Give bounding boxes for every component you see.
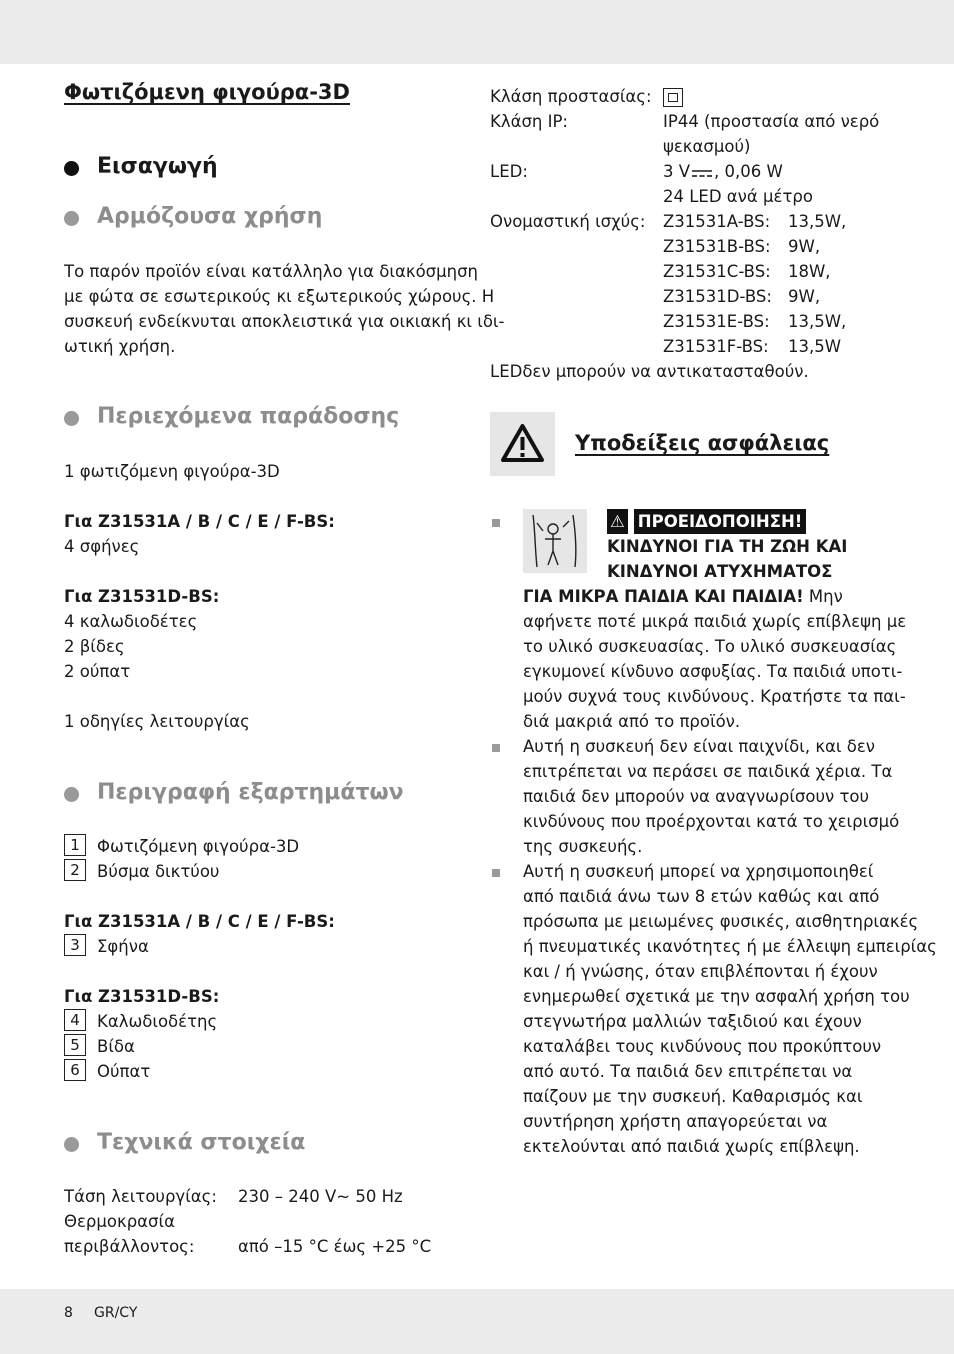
- part-number-box: 2: [64, 859, 86, 881]
- intro-heading: Εισαγωγή: [97, 154, 218, 179]
- power-model: Z31531C-BS:: [663, 262, 771, 281]
- language-code: GR/CY: [94, 1305, 138, 1321]
- text-line: παίζουν με την συσκευή. Καθαρισμός και: [523, 1087, 863, 1106]
- parts-group-a-title: Για Z31531A / B / C / E / F-BS:: [64, 912, 335, 931]
- text-line: ωτική χρήση.: [64, 337, 176, 356]
- parts-heading: Περιγραφή εξαρτημάτων: [97, 780, 404, 805]
- power-value: 13,5W,: [788, 312, 847, 331]
- section-bullet: [64, 211, 79, 226]
- text-line: από παιδιά άνω των 8 ετών καθώς και από: [523, 887, 880, 906]
- delivery-item: 2 βίδες: [64, 637, 125, 656]
- power-model: Z31531B-BS:: [663, 237, 771, 256]
- part-label: Ούπατ: [97, 1062, 151, 1081]
- text-line: Το παρόν προϊόν είναι κατάλληλο για διακόσμηση: [64, 262, 478, 281]
- warning-triangle-box: [490, 412, 555, 476]
- part-label: Φωτιζόμενη φιγούρα-3D: [97, 837, 300, 856]
- section-bullet: [64, 787, 79, 802]
- part-label: Σφήνα: [97, 937, 149, 956]
- text-line: επιτρέπεται να περάσει σε παιδικά χέρια. Τα: [523, 762, 893, 781]
- section-bullet: [64, 1137, 79, 1152]
- safety-heading: Υποδείξεις ασφάλειας: [575, 431, 830, 455]
- text-line: κινδύνους που προέρχονται κατά το χειρισμό: [523, 812, 900, 831]
- list-bullet: [492, 744, 500, 752]
- led-note: LEDδεν μπορούν να αντικατασταθούν.: [490, 362, 809, 381]
- delivery-group-d-title: Για Z31531D-BS:: [64, 587, 220, 606]
- safety-bullet-3-text: [523, 859, 937, 1159]
- part-number-box: 5: [64, 1034, 86, 1056]
- list-bullet: [492, 519, 500, 527]
- tech-label: LED:: [490, 162, 528, 181]
- text-line: συσκευή ενδείκνυται αποκλειστικά για οικιακή κι ιδι-: [64, 312, 505, 331]
- part-number-box: 6: [64, 1059, 86, 1081]
- power-value: 18W,: [788, 262, 831, 281]
- list-bullet: [492, 869, 500, 877]
- bottom-band: [0, 1289, 954, 1354]
- tech-label: Κλάση IP:: [490, 112, 568, 131]
- warning-bold-line: ΚΙΝΔΥΝΟΙ ΓΙΑ ΤΗ ΖΩΗ ΚΑΙ: [607, 537, 848, 556]
- dc-current-icon: [691, 167, 713, 179]
- section-bullet: [64, 411, 79, 426]
- led-power: , 0,06 W: [714, 162, 783, 181]
- safety-bullet-1-text: [523, 609, 906, 734]
- warning-triangle-icon: [490, 412, 555, 476]
- tech-value: 24 LED ανά μέτρο: [663, 187, 813, 206]
- warning-text-line: [523, 584, 843, 609]
- text-line: και / ή γνώσης, όταν επιβλέπονται ή έχουν: [523, 962, 878, 981]
- tech-label: Θερμοκρασία: [64, 1212, 175, 1231]
- text-line: Αυτή η συσκευή δεν είναι παιχνίδι, και δεν: [523, 737, 875, 756]
- text-line: από αυτό. Τα παιδιά δεν επιτρέπεται να: [523, 1062, 853, 1081]
- led-voltage: 3 V: [663, 162, 691, 181]
- tech-label: Τάση λειτουργίας:: [64, 1187, 217, 1206]
- power-model: Z31531F-BS:: [663, 337, 769, 356]
- section-bullet-black: [64, 161, 79, 176]
- text-line: ενημερωθεί σχετικά με την ασφαλή χρήση του: [523, 987, 910, 1006]
- safety-bullet-2-text: [523, 734, 899, 859]
- warning-sign-icon: ⚠: [607, 509, 628, 534]
- warning-bold-inline: ΓΙΑ ΜΙΚΡΑ ΠΑΙΔΙΑ ΚΑΙ ΠΑΙΔΙΑ!: [523, 587, 804, 606]
- page-number: 8: [64, 1305, 73, 1321]
- warning-label-text: ΠΡΟΕΙΔΟΠΟΙΗΣΗ!: [634, 509, 807, 534]
- text-line: εκτελούνται από παιδιά χωρίς επίβλεψη.: [523, 1137, 860, 1156]
- intended-use-text: [64, 259, 504, 359]
- top-band: [0, 0, 954, 64]
- delivery-item: 2 ούπατ: [64, 662, 131, 681]
- page-title: Φωτιζόμενη φιγούρα-3D: [64, 80, 350, 104]
- part-label: Βίδα: [97, 1037, 135, 1056]
- part-number-box: 1: [64, 834, 86, 856]
- text-line: με φώτα σε εσωτερικούς κι εξωτερικούς χώρους. Η: [64, 287, 495, 306]
- text-line: παιδιά δεν μπορούν να αναγνωρίσουν του: [523, 787, 870, 806]
- text-line: εγκυμονεί κίνδυνο ασφυξίας. Τα παιδιά υποτι-: [523, 662, 903, 681]
- tech-value: 230 – 240 V~ 50 Hz: [238, 1187, 403, 1206]
- part-number-box: 4: [64, 1009, 86, 1031]
- text-line: της συσκευής.: [523, 837, 643, 856]
- tech-value: από –15 °C έως +25 °C: [238, 1237, 432, 1256]
- text-line: συντήρηση χρήστη απαγορεύεται να: [523, 1112, 828, 1131]
- delivery-manual: 1 οδηγίες λειτουργίας: [64, 712, 250, 731]
- text-line: Αυτή η συσκευή μπορεί να χρησιμοποιηθεί: [523, 862, 874, 881]
- tech-label: Ονομαστική ισχύς:: [490, 212, 646, 231]
- text-line: το υλικό συσκευασίας. Το υλικό συσκευασίας: [523, 637, 897, 656]
- power-value: 13,5W: [788, 337, 842, 356]
- tech-value: IP44 (προστασία από νερό: [663, 112, 880, 131]
- child-warning-box: [523, 509, 587, 573]
- text-line: αφήνετε ποτέ μικρά παιδιά χωρίς επίβλεψη με: [523, 612, 907, 631]
- text-line: μούν συχνά τους κινδύνους. Κρατήστε τα παι-: [523, 687, 906, 706]
- intended-use-heading: Αρμόζουσα χρήση: [97, 204, 323, 229]
- tech-heading: Τεχνικά στοιχεία: [97, 1130, 306, 1155]
- power-value: 9W,: [788, 237, 821, 256]
- tech-label: περιβάλλοντος:: [64, 1237, 195, 1256]
- text-line: διά μακριά από το προϊόν.: [523, 712, 741, 731]
- parts-group-d-title: Για Z31531D-BS:: [64, 987, 220, 1006]
- part-label: Καλωδιοδέτης: [97, 1012, 218, 1031]
- part-number-box: 3: [64, 934, 86, 956]
- tech-value: ψεκασμού): [663, 137, 751, 156]
- part-label: Βύσμα δικτύου: [97, 862, 220, 881]
- delivery-group-a-title: Για Z31531A / B / C / E / F-BS:: [64, 512, 335, 531]
- text-line: καταλάβει τους κινδύνους που προκύπτουν: [523, 1037, 882, 1056]
- power-model: Z31531D-BS:: [663, 287, 772, 306]
- delivery-heading: Περιεχόμενα παράδοσης: [97, 404, 400, 429]
- tech-value: [663, 159, 783, 184]
- power-value: 9W,: [788, 287, 821, 306]
- text-line: πρόσωπα με μειωμένες φυσικές, αισθητηριακές: [523, 912, 919, 931]
- delivery-item: 4 σφήνες: [64, 537, 140, 556]
- text-line: ή πνευματικές ικανότητες ή με έλλειψη εμπειρίας: [523, 937, 937, 956]
- warning-label: [607, 509, 806, 534]
- power-model: Z31531E-BS:: [663, 312, 770, 331]
- protection-class-ii-icon: [663, 88, 683, 107]
- power-model: Z31531A-BS:: [663, 212, 771, 231]
- delivery-item: 1 φωτιζόμενη φιγούρα-3D: [64, 462, 280, 481]
- power-value: 13,5W,: [788, 212, 847, 231]
- text-line: στεγνωτήρα μαλλιών ταξιδιού και έχουν: [523, 1012, 862, 1031]
- tech-label: Κλάση προστασίας:: [490, 87, 652, 106]
- warning-bold-line: ΚΙΝΔΥΝΟΙ ΑΤΥΧΗΜΑΤΟΣ: [607, 562, 833, 581]
- child-packaging-icon: [523, 509, 587, 573]
- delivery-item: 4 καλωδιοδέτες: [64, 612, 198, 631]
- warning-text-inline: Μην: [803, 587, 843, 606]
